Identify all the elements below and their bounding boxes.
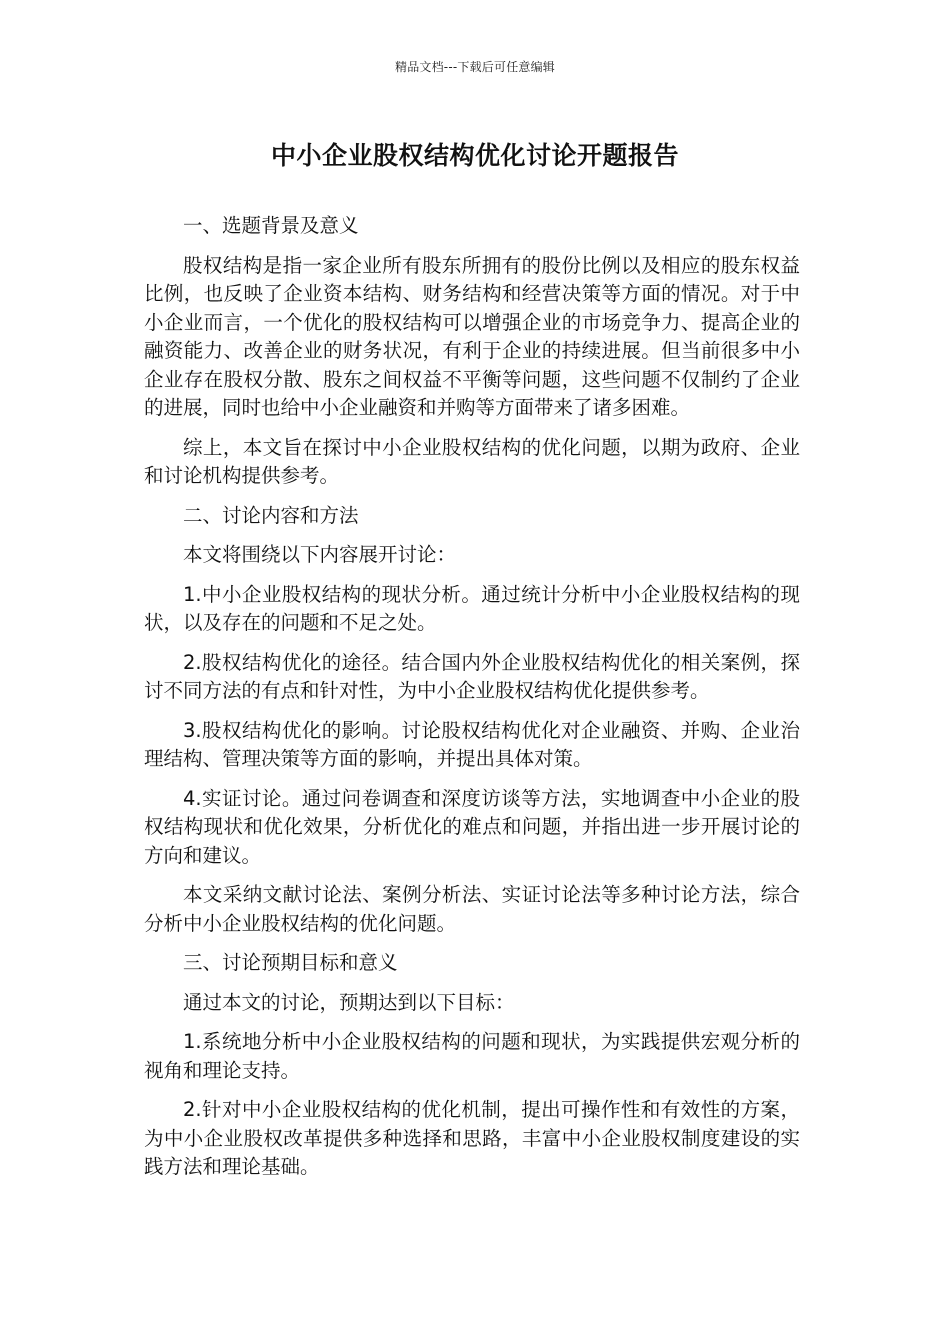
list-item-content-4: 4.实证讨论。通过问卷调查和深度访谈等方法，实地调查中小企业的股权结构现状和优化效果，分析优化的难点和问题，并指出进一步开展讨论的方向和建议。 <box>144 786 800 867</box>
list-item-goal-1: 1.系统地分析中小企业股权结构的问题和现状，为实践提供宏观分析的视角和理论支持。 <box>144 1030 800 1082</box>
document-title: 中小企业股权结构优化讨论开题报告 <box>270 141 679 170</box>
list-item-content-3: 3.股权结构优化的影响。讨论股权结构优化对企业融资、并购、企业治理结构、管理决策等方面的影响，并提出具体对策。 <box>144 718 800 770</box>
list-item-goal-2: 2.针对中小企业股权结构的优化机制，提出可操作性和有效性的方案，为中小企业股权改革提供多种选择和思路，丰富中小企业股权制度建设的实践方法和理论基础。 <box>144 1098 800 1178</box>
paragraph-intro-goals: 通过本文的讨论，预期达到以下目标： <box>183 990 515 1014</box>
document-body <box>144 212 800 1193</box>
paragraph-methods: 本文采纳文献讨论法、案例分析法、实证讨论法等多种讨论方法，综合分析中小企业股权结构的优化问题。 <box>144 883 800 935</box>
section-heading-3: 三、讨论预期目标和意义 <box>183 951 398 974</box>
paragraph-summary: 综上，本文旨在探讨中小企业股权结构的优化问题，以期为政府、企业和讨论机构提供参考。 <box>144 435 800 487</box>
paragraph-background: 股权结构是指一家企业所有股东所拥有的股份比例以及相应的股东权益比例，也反映了企业资本结构、财务结构和经营决策等方面的情况。对于中小企业而言，一个优化的股权结构可以增强企业的市场竞争力、提高企业的融资能力、改善企业的财务状况，有利于企业的持续进展。但当前很多中小企业存在股权分散、股东之间权益不平衡等问题，这些问题不仅制约了企业的进展，同时也给中小企业融资和并购等方面带来了诸多困难。 <box>144 253 800 419</box>
list-item-content-2: 2.股权结构优化的途径。结合国内外企业股权结构优化的相关案例，探讨不同方法的有点和针对性，为中小企业股权结构优化提供参考。 <box>144 650 800 702</box>
section-heading-2: 二、讨论内容和方法 <box>183 503 359 527</box>
paragraph-intro-content: 本文将围绕以下内容展开讨论： <box>183 543 457 566</box>
list-item-content-1: 1.中小企业股权结构的现状分析。通过统计分析中小企业股权结构的现状，以及存在的问题和不足之处。 <box>144 582 800 634</box>
section-heading-1: 一、选题背景及意义 <box>183 214 359 237</box>
page-header: 精品文档---下载后可任意编辑 <box>395 60 555 74</box>
